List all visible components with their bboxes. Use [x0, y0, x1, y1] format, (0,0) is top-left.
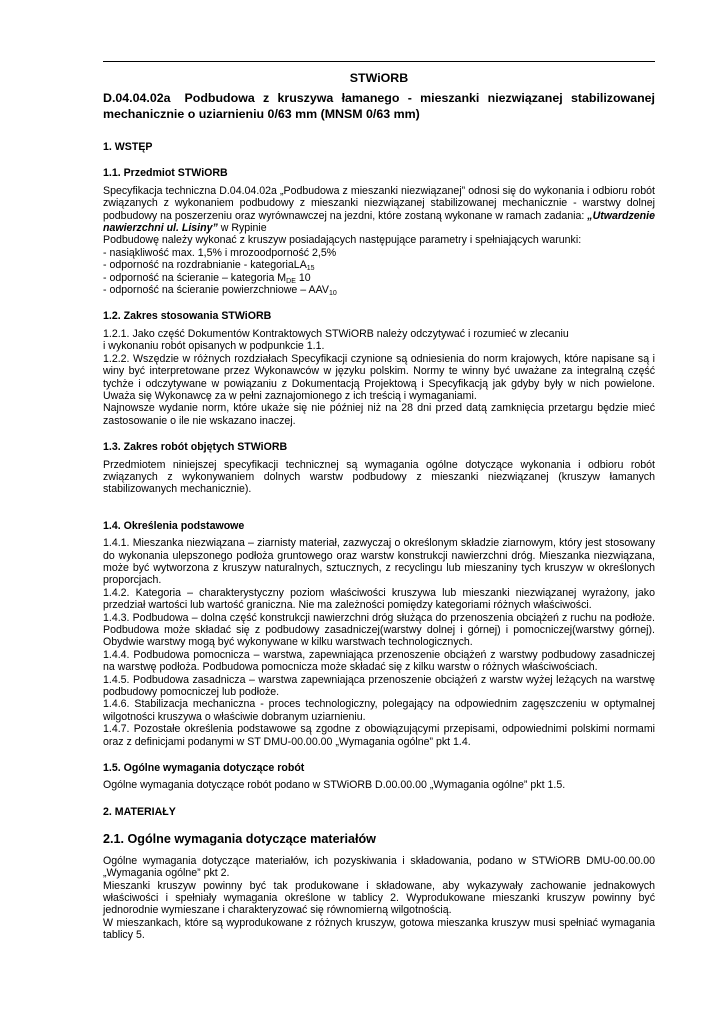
task-name: „Utwardzenie nawierzchni ul. Lisiny” — [103, 209, 655, 235]
text: w Rypinie — [217, 222, 267, 235]
text: 10 — [295, 271, 311, 284]
section-1-1-heading: 1.1. Przedmiot STWiORB — [103, 167, 228, 180]
section-2-heading: 2. MATERIAŁY — [103, 805, 176, 818]
subscript: 15 — [306, 265, 315, 273]
paragraph: i wykonaniu robót opisanych w podpunkcie 1.1. — [103, 340, 325, 353]
section-1-5-heading: 1.5. Ogólne wymagania dotyczące robót — [103, 762, 305, 775]
subscript: 10 — [328, 290, 337, 298]
document-subtitle — [103, 91, 655, 122]
paragraph: 1.4.1. Mieszanka niezwiązana – ziarnisty materiał, zazwyczaj o określonym składzie ziarnowym, który jest stosowany do wykonania ulepszonego podłoża gruntowego oraz warstw konstrukcji nawierzchni dróg. Mieszanka niezwiązana, może być wytworzona z kruszyw naturalnych, sztucznych, z recyclingu lub mieszaniny tych kruszyw w określonych proporcjach. — [103, 537, 655, 587]
section-1-2-heading: 1.2. Zakres stosowania STWiORB — [103, 310, 272, 323]
list-item — [103, 272, 655, 284]
paragraph: Przedmiotem niniejszej specyfikacji technicznej są wymagania ogólne dotyczące wykonania i odbioru robót związanych z wykonywaniem dolnych warstw podbudowy z mieszanki niezwiązanej (kruszyw łamanych stabilizowanych mechanicznie). — [103, 458, 655, 496]
paragraph: 1.4.4. Podbudowa pomocnicza – warstwa, zapewniająca przenoszenie obciążeń z warstwy podbudowy zasadniczej na warstwę podłoża. Podbudowa pomocnicza może składać się z kilku warstw o różnych właściwościach. — [103, 648, 655, 674]
document-page — [103, 66, 655, 942]
paragraph: 1.2.2. Wszędzie w różnych rozdziałach Specyfikacji czynione są odniesienia do norm krajowych, które napisane są i winy być interpretowane przez Wykonawców w języku polskim. Normy te winny być uważane za integralną część tychże i odczytywane w powiązaniu z Dokumentacją Projektową i Specyfikacją jak gdyby były w nich powielone. Uważa się Wykonawcę za w pełni zaznajomionego z ich treścią i wymaganiami. — [103, 352, 655, 402]
document-title: STWiORB — [349, 71, 409, 85]
paragraph: 1.2.1. Jako część Dokumentów Kontraktowych STWiORB należy odczytywać i rozumieć w zlecaniu — [103, 327, 569, 340]
paragraph: Ogólne wymagania dotyczące materiałów, ich pozyskiwania i składowania, podano w STWiORB DMU-00.00.00 „Wymagania ogólne” pkt 2. — [103, 854, 655, 880]
spec-code: D.04.04.02a — [103, 91, 171, 105]
paragraph: 1.4.6. Stabilizacja mechaniczna - proces technologiczny, polegający na odpowiednim zagęszczeniu w optymalnej wilgotności kruszywa o właściwie dobranym uziarnieniu. — [103, 698, 655, 723]
paragraph: W mieszankach, które są wyprodukowane z różnych kruszyw, gotowa mieszanka kruszyw musi spełniać wymagania tablicy 5. — [103, 916, 655, 942]
subscript: DE — [286, 277, 296, 285]
paragraph: 1.4.2. Kategoria – charakterystyczny poziom właściwości kruszywa lub mieszanki niezwiązanej wyrażony, jako przedział wartości lub wartość graniczna. Nie ma zależności pomiędzy kategoriami różnych właściwości. — [103, 586, 655, 612]
section-1-4-heading: 1.4. Określenia podstawowe — [103, 519, 245, 532]
list-item: - nasiąkliwość max. 1,5% i mrozoodporność 2,5% — [103, 246, 337, 259]
spacer — [103, 496, 655, 506]
list-item — [103, 259, 655, 271]
paragraph: Ogólne wymagania dotyczące robót podano w STWiORB D.00.00.00 „Wymagania ogólne” pkt 1.5. — [103, 779, 566, 792]
section-1-3-heading: 1.3. Zakres robót objętych STWiORB — [103, 441, 288, 454]
text: Specyfikacja techniczna D.04.04.02a „Podbudowa z mieszanki niezwiązanej” odnosi się do wykonania i odbioru robót związanych z wykonaniem podbudowy z mieszanki niezwiązanej stabilizowanej mechanicznie - warstwy dolnej podbudowy na poszerzeniu oraz wyrównawczej na jezdni, które zostaną wykonane w ramach zadania: — [103, 184, 655, 222]
text: - odporność na ścieranie powierzchniowe – AAV — [103, 284, 329, 297]
paragraph: 1.4.3. Podbudowa – dolna część konstrukcji nawierzchni dróg służąca do przenoszenia obciążeń z ruchu na podłoże. Podbudowa może składać się z podbudowy zasadniczej(warstwy dolnej i górnej) i pomocniczej(warstwy górnej). Obydwie warstwy mogą być wykonywane w kilku warstwach technologicznych. — [103, 611, 655, 649]
paragraph: Najnowsze wydanie norm, które ukaże się nie później niż na 28 dni przed datą zamknięcia przetargu będzie mieć zastosowanie o ile nie wskazano inaczej. — [103, 402, 655, 427]
section-1-heading: 1. WSTĘP — [103, 141, 153, 153]
text: - odporność na ścieranie – kategoria M — [103, 271, 287, 284]
list-item — [103, 284, 655, 296]
paragraph — [103, 185, 655, 235]
paragraph: 1.4.7. Pozostałe określenia podstawowe są zgodne z obowiązującymi przepisami, odpowiednimi polskimi normami oraz z definicjami podanymi w ST DMU-00.00.00 „Wymagania ogólne” pkt 1.4. — [103, 723, 655, 748]
text: - odporność na rozdrabnianie - kategoriaLA — [103, 259, 307, 272]
section-2-1-heading: 2.1. Ogólne wymagania dotyczące materiałów — [103, 832, 376, 847]
header-rule — [103, 61, 655, 62]
spec-name: Podbudowa z kruszywa łamanego - mieszanki niezwiązanej stabilizowanej mechanicznie o uziarnieniu 0/63 mm (MNSM 0/63 mm) — [103, 91, 655, 121]
paragraph: 1.4.5. Podbudowa zasadnicza – warstwa zapewniająca przenoszenie obciążeń z warstw wyżej leżących na warstwę podbudowy pomocniczej lub podłoże. — [103, 673, 655, 699]
paragraph: Podbudowę należy wykonać z kruszyw posiadających następujące parametry i spełniających warunki: — [103, 234, 582, 247]
paragraph: Mieszanki kruszyw powinny być tak produkowane i składowane, aby wykazywały zachowanie jednakowych właściwości i spełniały wymagania określone w tablicy 2. Wyprodukowane mieszanki kruszyw powinny być jednorodnie wymieszane i charakteryzować się równomierną wilgotnością. — [103, 879, 655, 917]
